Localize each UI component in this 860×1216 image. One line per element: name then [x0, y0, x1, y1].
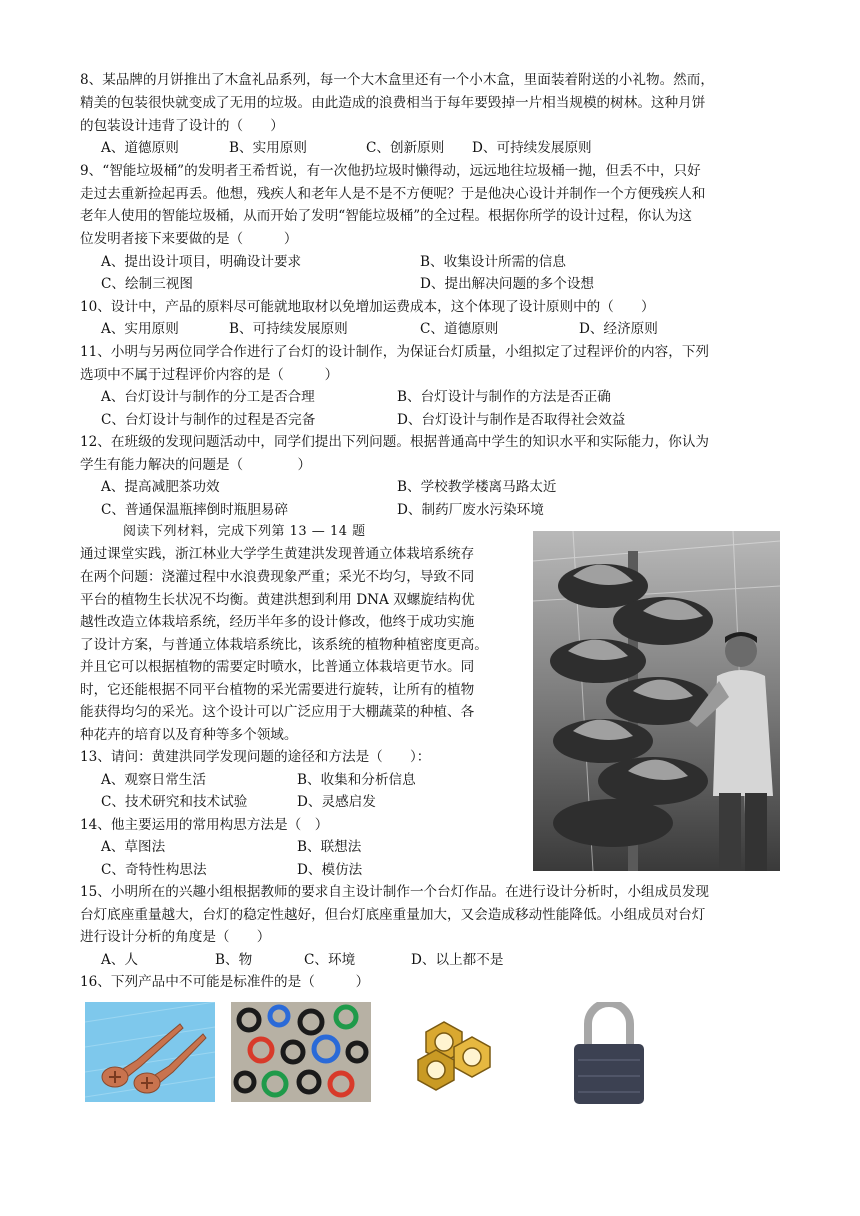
q10-line-1: 10、设计中，产品的原料尽可能就地取材以免增加运费成本，这个体现了设计原则中的（ ） — [80, 299, 655, 315]
reading-heading: 阅读下列材料，完成下列第 13 — 14 题 — [123, 524, 366, 539]
q14-option-a: A、草图法 — [101, 839, 166, 855]
q10-option-c: C、道德原则 — [420, 321, 499, 337]
reading-line-2: 在两个问题：浇灌过程中水浪费现象严重；采光不均匀，导致不同 — [80, 569, 475, 585]
q15-option-a: A、人 — [101, 952, 139, 968]
q15-option-d: D、以上都不是 — [411, 952, 504, 968]
hex-nuts-image — [396, 1002, 510, 1102]
reading-line-6: 并且它可以根据植物的需要定时喷水，比普通立体栽培更节水。同 — [80, 659, 475, 675]
q13-option-b: B、收集和分析信息 — [297, 772, 416, 788]
q15-line-1: 15、小明所在的兴趣小组根据教师的要求自主设计制作一个台灯作品。在进行设计分析时，小组成员发现 — [80, 884, 710, 900]
q13-option-a: A、观察日常生活 — [101, 772, 206, 788]
q12-line-1: 12、在班级的发现问题活动中，同学们提出下列问题。根据普通高中学生的知识水平和实际能力，你认为 — [80, 434, 710, 450]
q8-option-a: A、道德原则 — [101, 140, 179, 156]
q13-option-c: C、技术研究和技术试验 — [101, 794, 248, 810]
q8-line-1: 8、某品牌的月饼推出了木盒礼品系列，每一个大木盒里还有一个小木盒，里面装着附送的小礼物。然而， — [80, 72, 714, 88]
q11-option-b: B、台灯设计与制作的方法是否正确 — [397, 389, 611, 405]
reading-line-5: 了设计方案，与普通立体栽培系统比，该系统的植物种植密度更高。 — [80, 637, 488, 653]
q12-line-2: 学生有能力解决的问题是（ ） — [80, 457, 312, 473]
q15-option-c: C、环境 — [304, 952, 356, 968]
q15-line-2: 台灯底座重量越大，台灯的稳定性越好，但台灯底座重量加大，又会造成移动性能降低。小组成员对台灯 — [80, 907, 706, 923]
q9-line-4: 位发明者接下来要做的是（ ） — [80, 231, 298, 247]
q9-option-a: A、提出设计项目，明确设计要求 — [101, 254, 302, 270]
reading-line-1: 通过课堂实践，浙江林业大学学生黄建洪发现普通立体栽培系统存 — [80, 546, 475, 562]
q9-option-c: C、绘制三视图 — [101, 276, 193, 292]
reading-line-4: 越性改造立体栽培系统，经历半年多的设计修改，他终于成功实施 — [80, 614, 475, 630]
q10-option-d: D、经济原则 — [579, 321, 658, 337]
q10-option-a: A、实用原则 — [101, 321, 179, 337]
q9-option-b: B、收集设计所需的信息 — [420, 254, 566, 270]
q15-option-b: B、物 — [215, 952, 253, 968]
q14-option-b: B、联想法 — [297, 839, 362, 855]
q8-line-2: 精美的包装很快就变成了无用的垃圾。由此造成的浪费相当于每年要毁掉一片相当规模的树林。这种月饼 — [80, 95, 706, 111]
q9-line-2: 走过去重新捡起再丢。他想，残疾人和老年人是不是不方便呢？于是他决心设计并制作一个方便残疾人和 — [80, 186, 706, 202]
q14-option-d: D、模仿法 — [297, 862, 363, 878]
q11-option-a: A、台灯设计与制作的分工是否合理 — [101, 389, 315, 405]
reading-line-3: 平台的植物生长状况不均衡。黄建洪想到利用 DNA 双螺旋结构优 — [80, 592, 475, 608]
q11-line-1: 11、小明与另两位同学合作进行了台灯的设计制作，为保证台灯质量，小组拟定了过程评价的内容，下列 — [80, 344, 710, 360]
q13-line-1: 13、请问：黄建洪同学发现问题的途径和方法是（ ）： — [80, 749, 431, 765]
screws-image — [85, 1002, 215, 1102]
q12-option-b: B、学校教学楼离马路太近 — [397, 479, 557, 495]
q12-option-c: C、普通保温瓶摔倒时瓶胆易碎 — [101, 502, 289, 518]
q13-option-d: D、灵感启发 — [297, 794, 376, 810]
q9-line-1: 9、“智能垃圾桶”的发明者王希哲说，有一次他扔垃圾时懒得动，远远地往垃圾桶一抛，但丢不中，只好 — [80, 163, 701, 179]
q8-line-3: 的包装设计违背了设计的（ ） — [80, 118, 284, 134]
planting-system-photo — [533, 531, 780, 871]
o-rings-image — [231, 1002, 371, 1102]
q11-option-d: D、台灯设计与制作是否取得社会效益 — [397, 412, 626, 428]
reading-line-9: 种花卉的培育以及育种等多个领域。 — [80, 727, 298, 743]
padlock-image — [568, 1002, 650, 1106]
q10-option-b: B、可持续发展原则 — [229, 321, 348, 337]
q14-line-1: 14、他主要运用的常用构思方法是（ ） — [80, 817, 329, 833]
q12-option-d: D、制药厂废水污染环境 — [397, 502, 544, 518]
q15-line-3: 进行设计分析的角度是（ ） — [80, 929, 271, 945]
q14-option-c: C、奇特性构思法 — [101, 862, 207, 878]
reading-line-8: 能获得均匀的采光。这个设计可以广泛应用于大棚蔬菜的种植、各 — [80, 704, 475, 720]
q11-line-2: 选项中不属于过程评价内容的是（ ） — [80, 367, 339, 383]
q12-option-a: A、提高减肥茶功效 — [101, 479, 220, 495]
q9-option-d: D、提出解决问题的多个设想 — [420, 276, 595, 292]
q16-line-1: 16、下列产品中不可能是标准件的是（ ） — [80, 974, 370, 990]
q8-option-d: D、可持续发展原则 — [472, 140, 592, 156]
q11-option-c: C、台灯设计与制作的过程是否完备 — [101, 412, 316, 428]
q8-option-b: B、实用原则 — [229, 140, 307, 156]
reading-line-7: 时，它还能根据不同平台植物的采光需要进行旋转，让所有的植物 — [80, 682, 475, 698]
q9-line-3: 老年人使用的智能垃圾桶，从而开始了发明“智能垃圾桶”的全过程。根据你所学的设计过程，你认为这 — [80, 208, 693, 224]
q8-option-c: C、创新原则 — [366, 140, 445, 156]
